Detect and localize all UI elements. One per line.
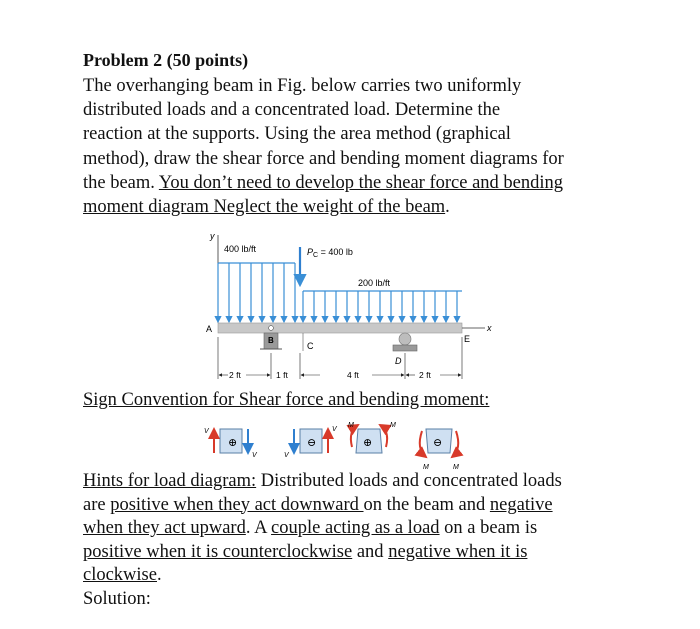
- hints-line-2: [83, 494, 643, 518]
- m-label-2: M: [390, 422, 396, 429]
- problem-line-3: reaction at the supports. Using the area method (graphical: [83, 124, 511, 145]
- v-label-2: V: [252, 452, 257, 459]
- solution-label: Solution:: [83, 588, 151, 609]
- problem-line-6-end: .: [445, 197, 450, 218]
- problem-line-5-underlined: You don’t need to develop the shear force and bending: [158, 172, 564, 193]
- point-c-label: C: [307, 341, 314, 351]
- point-d-label: D: [395, 356, 402, 366]
- m-label-4: M: [453, 464, 459, 471]
- hints-text-4: . A: [245, 518, 272, 538]
- problem-line-6-underlined: moment diagram Neglect the weight of the beam: [83, 197, 446, 218]
- m-label-1: M: [348, 422, 354, 429]
- problem-line-5-plain: the beam.: [83, 172, 159, 193]
- hints-text-5: on a beam is: [439, 518, 538, 538]
- hints-underline-2: negative: [489, 494, 553, 515]
- distributed-load-200: [303, 291, 462, 322]
- point-load-subscript: C: [313, 252, 319, 259]
- point-load-p: P: [307, 247, 314, 257]
- negative-shear-sign: ⊖: [307, 437, 317, 449]
- dim-cd-label: 4 ft: [347, 370, 359, 380]
- beam-figure: [200, 225, 500, 387]
- problem-line-1: The overhanging beam in Fig. below carries two uniformly: [83, 76, 522, 96]
- distributed-load-400: [218, 263, 295, 322]
- hints-underline-1: positive when they act downward: [110, 494, 364, 515]
- hints-text-2: are: [83, 494, 111, 515]
- hints-underline-7: clockwise: [83, 565, 157, 585]
- beam: [218, 323, 462, 333]
- hints-text-3: on the beam and: [363, 494, 490, 515]
- negative-moment-sign: ⊖: [433, 437, 443, 449]
- support-d: [393, 333, 417, 351]
- positive-moment-sign: ⊕: [363, 437, 373, 449]
- hints-line-4: [83, 541, 643, 565]
- hints-text-6: and: [352, 541, 389, 562]
- dim-bc-label: 1 ft: [276, 370, 288, 380]
- v-label-4: V: [332, 426, 337, 433]
- hints-line-5: [83, 564, 643, 588]
- hints-underline-6: negative when it is: [388, 541, 528, 562]
- load-400-label: 400 lb/ft: [224, 244, 257, 254]
- hints-underline-5: positive when it is counterclockwise: [83, 541, 353, 562]
- hints-label: Hints for load diagram:: [83, 471, 257, 491]
- point-load-value: = 400 lb: [318, 247, 353, 257]
- y-axis-label: y: [210, 231, 215, 241]
- m-label-3: M: [423, 464, 429, 471]
- hints-paragraph: [83, 470, 643, 611]
- point-e-label: E: [464, 334, 471, 344]
- hints-underline-4: couple acting as a load: [271, 518, 440, 538]
- v-label-1: V: [204, 428, 209, 435]
- sign-convention-title: Sign Convention for Shear force and bending moment:: [83, 390, 490, 410]
- problem-line-6: [83, 195, 643, 219]
- point-a-label: A: [206, 324, 213, 334]
- problem-statement: [83, 74, 643, 219]
- hints-text-1: Distributed loads and concentrated loads: [256, 471, 562, 491]
- hints-line-3: [83, 517, 643, 541]
- problem-line-2: distributed loads and a concentrated load. Determine the: [83, 100, 501, 121]
- dim-de-label: 2 ft: [419, 370, 431, 380]
- sign-convention-figure: [200, 417, 500, 477]
- point-load-label: [307, 247, 353, 259]
- dim-ab-label: 2 ft: [229, 370, 241, 380]
- problem-heading: Problem 2 (50 points): [83, 50, 249, 70]
- x-axis-label: x: [487, 323, 492, 333]
- hints-underline-3: when they act upward: [83, 518, 246, 538]
- problem-line-4: method), draw the shear force and bending moment diagrams for: [83, 148, 564, 169]
- problem-line-5: [83, 171, 643, 195]
- hints-line-1: [83, 470, 643, 494]
- load-200-label: 200 lb/ft: [358, 278, 391, 288]
- v-label-3: V: [284, 452, 289, 459]
- hints-text-7: .: [156, 565, 162, 585]
- positive-shear-sign: ⊕: [228, 437, 238, 449]
- point-b-label: B: [268, 336, 274, 345]
